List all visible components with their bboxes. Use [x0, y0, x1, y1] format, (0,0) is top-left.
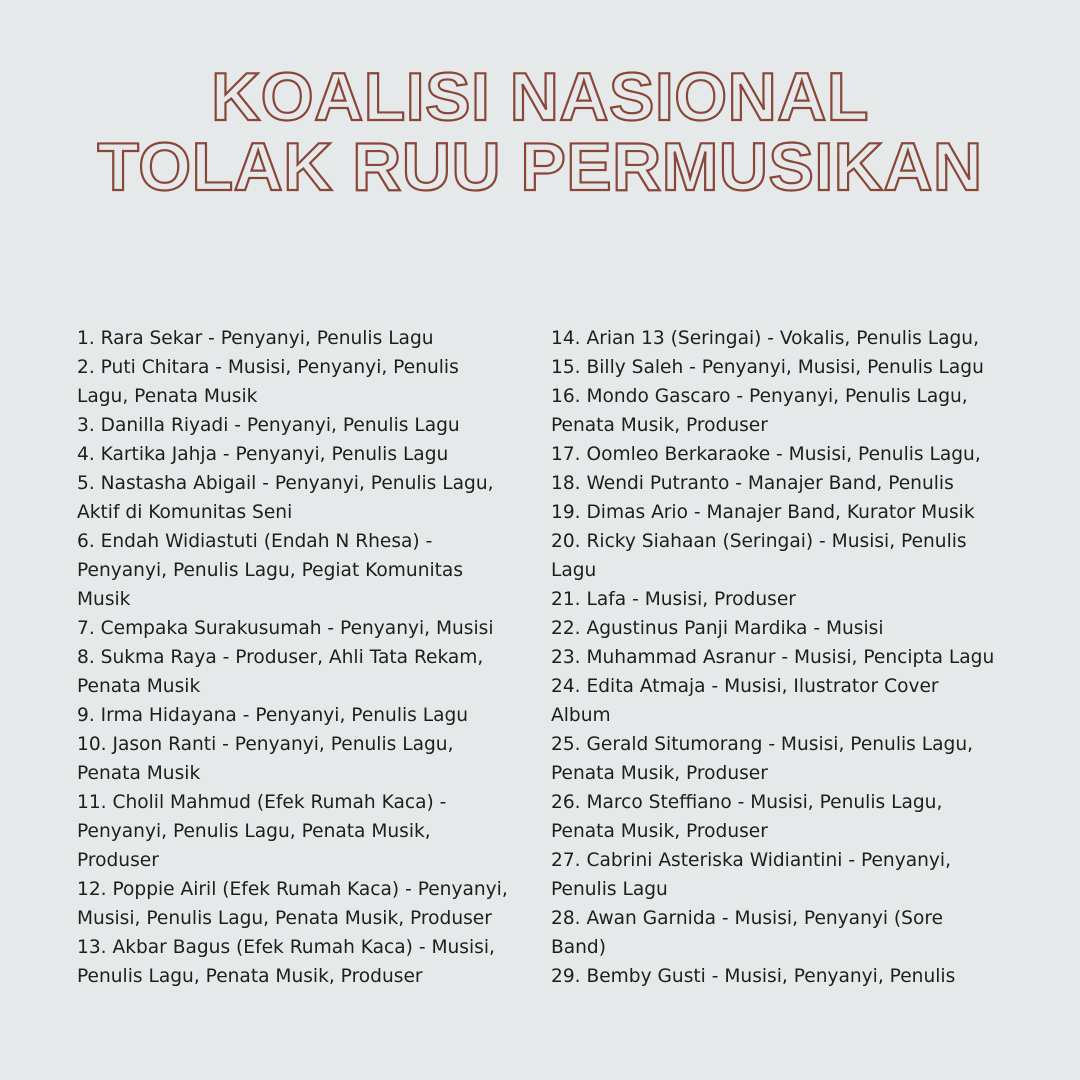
list-item: 3. Danilla Riyadi - Penyanyi, Penulis Lagu	[77, 415, 460, 436]
list-item: 15. Billy Saleh - Penyanyi, Musisi, Penulis Lagu	[551, 357, 984, 378]
list-item: 19. Dimas Ario - Manajer Band, Kurator Musik	[551, 502, 975, 523]
list-item: 11. Cholil Mahmud (Efek Rumah Kaca) - Penyanyi, Penulis Lagu, Penata Musik, Produser	[77, 792, 447, 871]
list-item: 23. Muhammad Asranur - Musisi, Pencipta Lagu	[551, 647, 995, 668]
list-item: 4. Kartika Jahja - Penyanyi, Penulis Lagu	[77, 444, 449, 465]
list-item: 8. Sukma Raya - Produser, Ahli Tata Rekam, Penata Musik	[77, 647, 484, 697]
list-item: 16. Mondo Gascaro - Penyanyi, Penulis Lagu, Penata Musik, Produser	[551, 386, 968, 436]
page-title	[0, 59, 1080, 205]
list-item: 26. Marco Steffiano - Musisi, Penulis Lagu, Penata Musik, Produser	[551, 792, 943, 842]
list-item: 21. Lafa - Musisi, Produser	[551, 589, 796, 610]
title-line-1: KOALISI NASIONAL	[211, 59, 869, 135]
member-list-right	[551, 324, 1011, 991]
list-item: 12. Poppie Airil (Efek Rumah Kaca) - Penyanyi, Musisi, Penulis Lagu, Penata Musik, Produser	[77, 879, 508, 929]
list-item: 20. Ricky Siahaan (Seringai) - Musisi, Penulis Lagu	[551, 531, 967, 581]
list-item: 5. Nastasha Abigail - Penyanyi, Penulis Lagu, Aktif di Komunitas Seni	[77, 473, 494, 523]
list-item: 9. Irma Hidayana - Penyanyi, Penulis Lagu	[77, 705, 469, 726]
list-item: 18. Wendi Putranto - Manajer Band, Penulis	[551, 473, 954, 494]
list-item: 27. Cabrini Asteriska Widiantini - Penyanyi, Penulis Lagu	[551, 850, 951, 900]
list-item: 24. Edita Atmaja - Musisi, Ilustrator Cover Album	[551, 676, 939, 726]
list-item: 29. Bemby Gusti - Musisi, Penyanyi, Penulis	[551, 966, 956, 987]
list-item: 14. Arian 13 (Seringai) - Vokalis, Penulis Lagu,	[551, 328, 979, 349]
list-item: 6. Endah Widiastuti (Endah N Rhesa) - Penyanyi, Penulis Lagu, Pegiat Komunitas Musik	[77, 531, 464, 610]
list-item: 28. Awan Garnida - Musisi, Penyanyi (Sore Band)	[551, 908, 944, 958]
member-list-left	[77, 324, 525, 991]
list-item: 1. Rara Sekar - Penyanyi, Penulis Lagu	[77, 328, 434, 349]
list-item: 10. Jason Ranti - Penyanyi, Penulis Lagu, Penata Musik	[77, 734, 454, 784]
list-item: 22. Agustinus Panji Mardika - Musisi	[551, 618, 884, 639]
list-item: 17. Oomleo Berkaraoke - Musisi, Penulis Lagu,	[551, 444, 981, 465]
list-item: 2. Puti Chitara - Musisi, Penyanyi, Penulis Lagu, Penata Musik	[77, 357, 459, 407]
list-item: 25. Gerald Situmorang - Musisi, Penulis Lagu, Penata Musik, Produser	[551, 734, 974, 784]
list-item: 13. Akbar Bagus (Efek Rumah Kaca) - Musisi, Penulis Lagu, Penata Musik, Produser	[77, 937, 495, 987]
title-line-2: TOLAK RUU PERMUSIKAN	[97, 129, 983, 205]
list-item: 7. Cempaka Surakusumah - Penyanyi, Musisi	[77, 618, 494, 639]
